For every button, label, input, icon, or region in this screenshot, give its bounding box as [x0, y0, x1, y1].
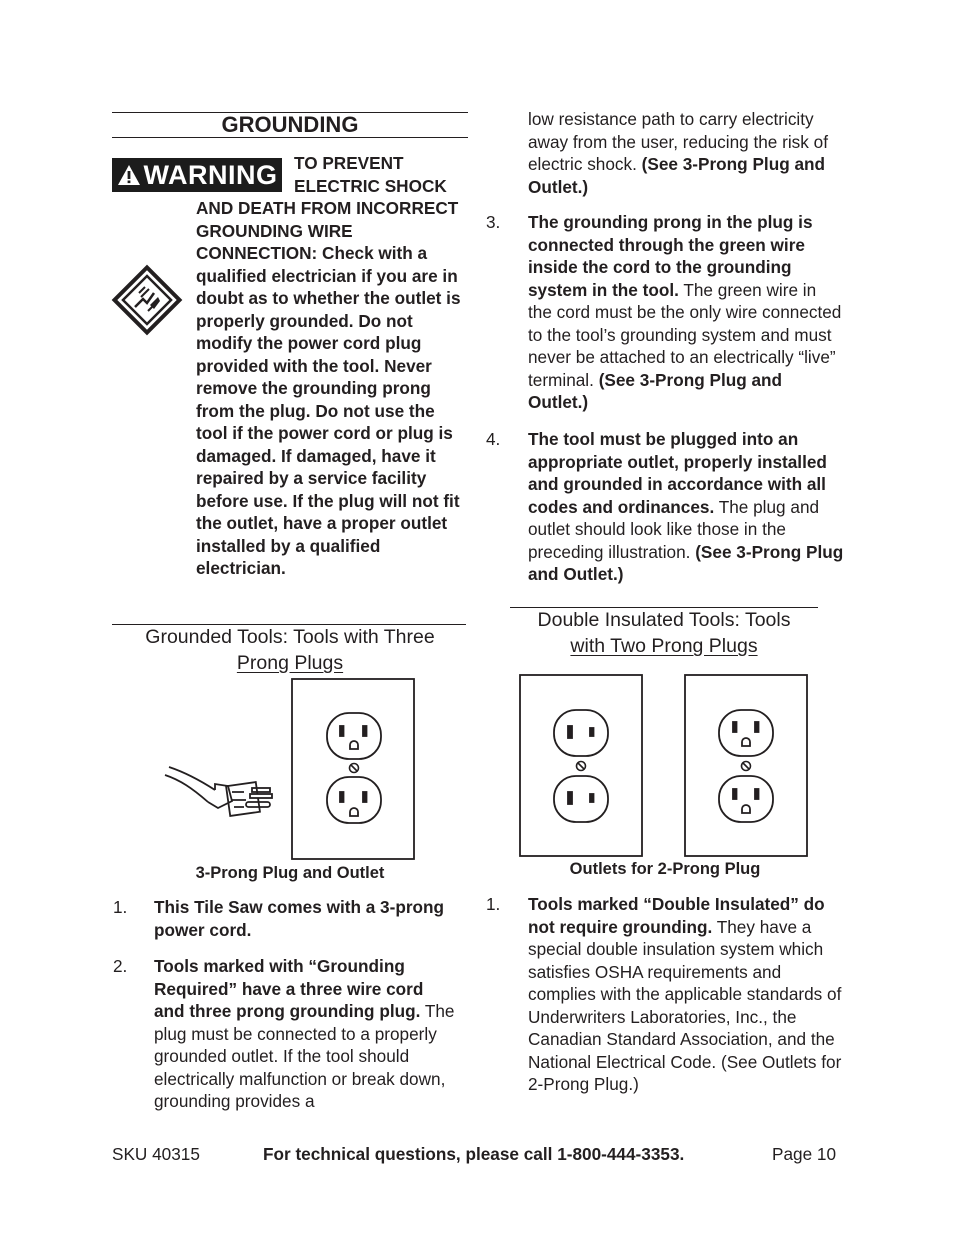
item-4-number: 4. — [486, 429, 501, 449]
footer-page-number: Page 10 — [772, 1144, 837, 1164]
two-prong-figure-caption: Outlets for 2-Prong Plug — [569, 860, 761, 878]
right-item-1-number: 1. — [486, 894, 501, 914]
footer-tech-support: For technical questions, please call 1-800-444-3353. — [263, 1144, 685, 1164]
subheading-line-1: Grounded Tools: Tools with Three — [145, 626, 435, 648]
item-1-text: This Tile Saw comes with a 3-prong power cord. — [154, 897, 445, 940]
two-prong-receptacle-bottom — [554, 776, 608, 822]
item-1-number: 1. — [113, 897, 128, 917]
double-insulated-subheading — [496, 607, 832, 659]
item-2-text: Tools marked with “Grounding Required” have a three wire cord and three prong grounding plug. The plug must be connected to a properly grounded outlet. If the tool should electrically malfunction or break down, grounding provides a — [154, 956, 455, 1111]
item-2-number: 2. — [113, 956, 128, 976]
warning-triangle-icon — [117, 164, 141, 186]
grounded-tools-subheading — [108, 624, 472, 676]
warning-banner — [112, 158, 282, 192]
outlet-wall-plate — [292, 679, 414, 859]
item-3-number: 3. — [486, 212, 501, 232]
grounded-receptacle-top-right — [719, 710, 773, 756]
right-subheading-line-2: with Two Prong Plugs — [570, 635, 758, 657]
warning-body: AND DEATH FROM INCORRECT GROUNDING WIRE CONNECTION: Check with a qualified electrician if you are in doubt as to whether the outlet is properly grounded. Do not modify the power cord plug provided with the tool. Never remove the grounding prong from the plug. Do not use the tool if the power cord or plug is damaged. If damaged, have it repaired by a service facility before use. If the plug will not fit the outlet, have a proper outlet installed by a qualified electrician. — [196, 198, 461, 578]
heading-rule-bottom — [112, 137, 468, 138]
grounded-receptacle-bottom-right — [719, 776, 773, 822]
warning-head-a: TO PREVENT — [294, 153, 404, 173]
three-prong-figure-caption: 3-Prong Plug and Outlet — [195, 864, 385, 882]
warning-head-b: ELECTRIC SHOCK — [294, 176, 447, 196]
two-prong-outlets-figure — [518, 672, 810, 860]
three-prong-plug-drawing — [165, 767, 272, 816]
item-4-text: The tool must be plugged into an appropriate outlet, properly installed and grounded in accordance with all codes and ordinances. The plug and outlet should look like those in the preceding illustration. (See 3-Prong Plug and Outlet.) — [528, 429, 844, 584]
section-heading: GROUNDING — [221, 112, 359, 137]
plate-screw — [350, 764, 359, 773]
warning-label: WARNING — [143, 159, 278, 190]
electric-shock-hazard-icon — [110, 263, 184, 337]
plate-screw-right — [742, 762, 751, 771]
right-subheading-line-1: Double Insulated Tools: Tools — [537, 609, 791, 631]
grounded-receptacle-bottom — [327, 777, 381, 823]
continued-paragraph: low resistance path to carry electricity away from the user, reducing the risk of electric shock. (See 3-Prong Plug and Outlet.) — [528, 109, 828, 197]
subheading-line-2: Prong Plugs — [236, 652, 344, 674]
right-item-1-text: Tools marked “Double Insulated” do not require grounding. They have a special double insulation system which satisfies OSHA requirements and complies with the applicable standards of Underwriters Laboratories, Inc., the Canadian Standard Association, and the National Electrical Code. (See Outlets for 2-Prong Plug.) — [528, 894, 842, 1094]
grounded-receptacle-top — [327, 713, 381, 759]
plate-screw-left — [577, 762, 586, 771]
footer-sku: SKU 40315 — [112, 1144, 200, 1164]
two-prong-receptacle-top — [554, 710, 608, 756]
three-prong-plug-outlet-figure — [160, 676, 420, 864]
item-3-text: The grounding prong in the plug is connected through the green wire inside the cord to the grounding system in the tool. The green wire in the cord must be the only wire connected to the tool’s grounding system and must never be attached to an electrically “live” terminal. (See 3-Prong Plug and Outlet.) — [528, 212, 842, 412]
